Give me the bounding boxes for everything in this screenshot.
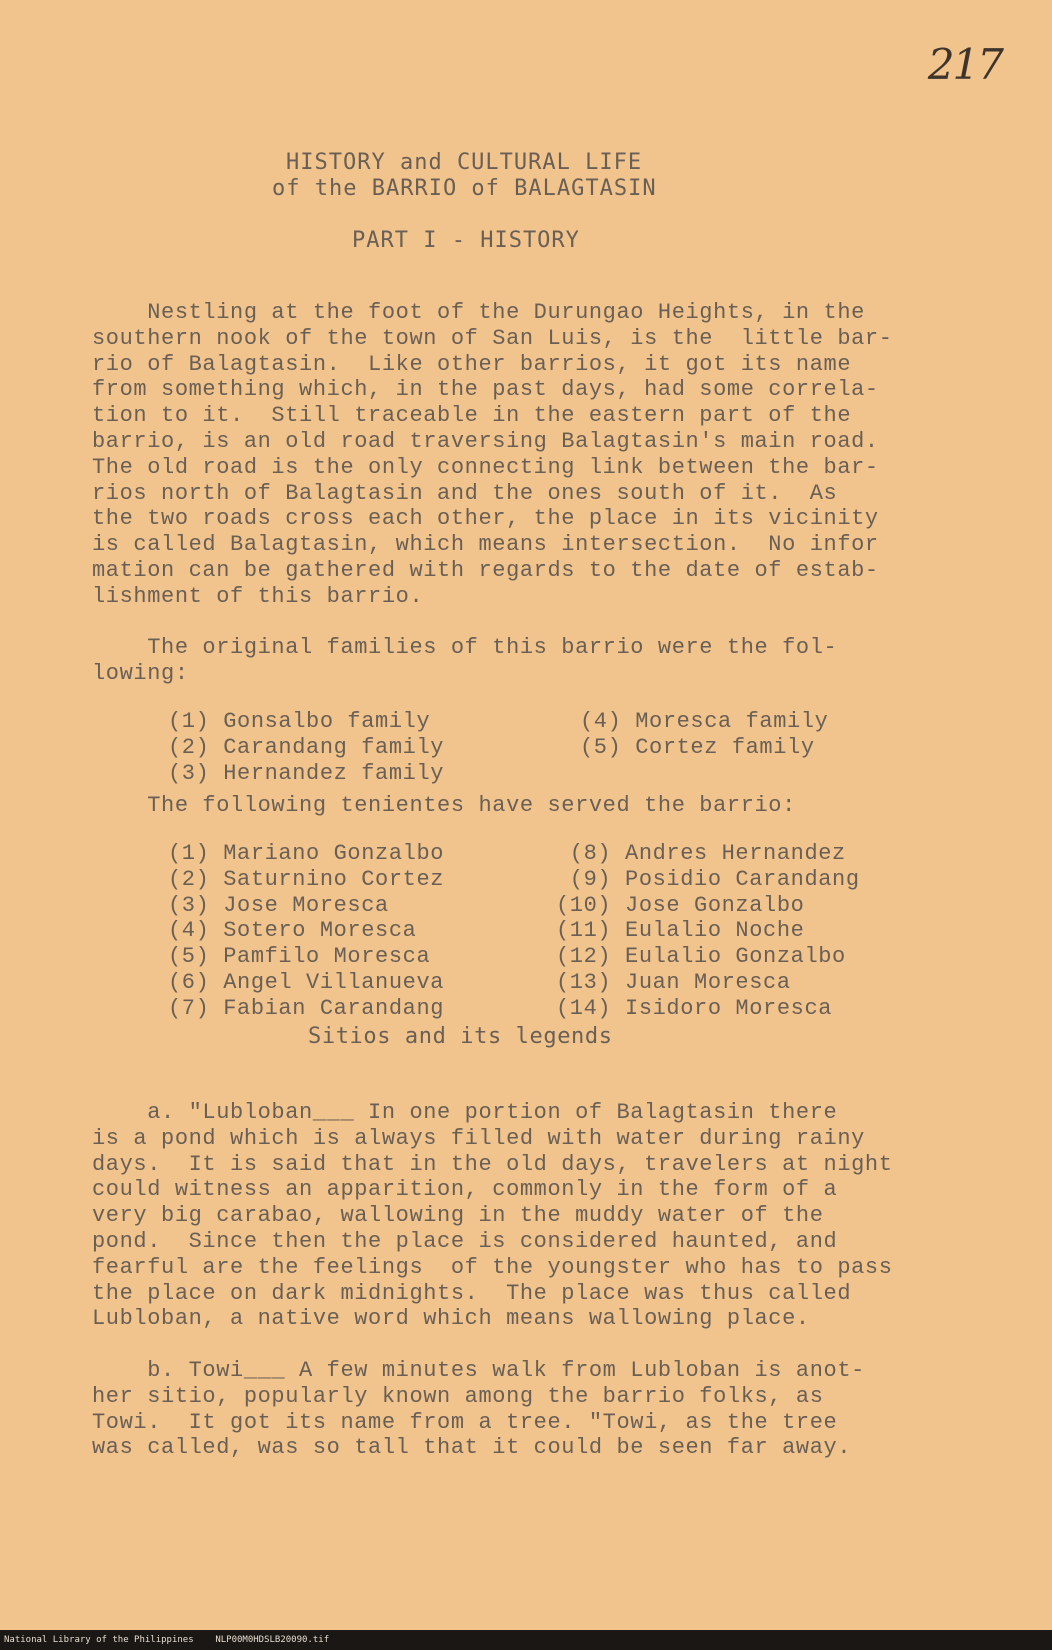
page-number: 217 [927,40,1002,89]
lubloban-paragraph: a. "Lubloban___ In one portion of Balagtasin there is a pond which is always filled with water during rainy days. It is said that in the old days, travelers at night could witness an apparition, commonly in the form of a very big carabao, wallowing in the muddy water of the pond. Since then the place is considered haunted, and fearful are the feelings of the youngster who has to pass the place on dark midnights. The place was thus called Lubloban, a native word which means wallowing place. [92,1100,893,1332]
families-list-right: (4) Moresca family (5) Cortez family [580,709,829,760]
part-heading: PART I - HISTORY [352,228,580,253]
families-list-left: (1) Gonsalbo family (2) Carandang family (3) Hernandez family [168,709,445,786]
tenientes-list-left: (1) Mariano Gonzalbo (2) Saturnino Cortez (3) Jose Moresca (4) Sotero Moresca (5) Pamfilo Moresca (6) Angel Villanueva (7) Fabian Carandang [168,841,445,1021]
sitios-heading: Sitios and its legends [308,1024,613,1049]
document-title-line-2: of the BARRIO of BALAGTASIN [272,176,657,201]
families-intro: The original families of this barrio were the fol- lowing: [92,635,838,686]
towi-paragraph: b. Towi___ A few minutes walk from Lubloban is anot- her sitio, popularly known among the barrio folks, as Towi. It got its name from a tree. "Towi, as the tree was called, was so tall that it could be seen far away. [92,1358,865,1461]
scan-footer: National Library of the Philippines NLP00M0HDSLB20090.tif [0,1630,1052,1650]
tenientes-intro: The following tenientes have served the barrio: [92,793,796,818]
history-paragraph: Nestling at the foot of the Durungao Heights, in the southern nook of the town of San Luis, is the little bar- rio of Balagtasin. Like other barrios, it got its name from something which, in the past days, had some correla- tion to it. Still traceable in the eastern part of the barrio, is an old road traversing Balagtasin's main road. The old road is the only connecting link between the bar- rios north of Balagtasin and the ones south of it. As the two roads cross each other, the place in its vicinity is called Balagtasin, which means intersection. No infor mation can be gathered with regards to the date of estab- lishment of this barrio. [92,300,893,609]
tenientes-list-right: (8) Andres Hernandez (9) Posidio Carandang (10) Jose Gonzalbo (11) Eulalio Noche (12) Eulalio Gonzalbo (13) Juan Moresca (14) Isidoro Moresca [556,841,860,1021]
document-title-line-1: HISTORY and CULTURAL LIFE [286,150,643,175]
